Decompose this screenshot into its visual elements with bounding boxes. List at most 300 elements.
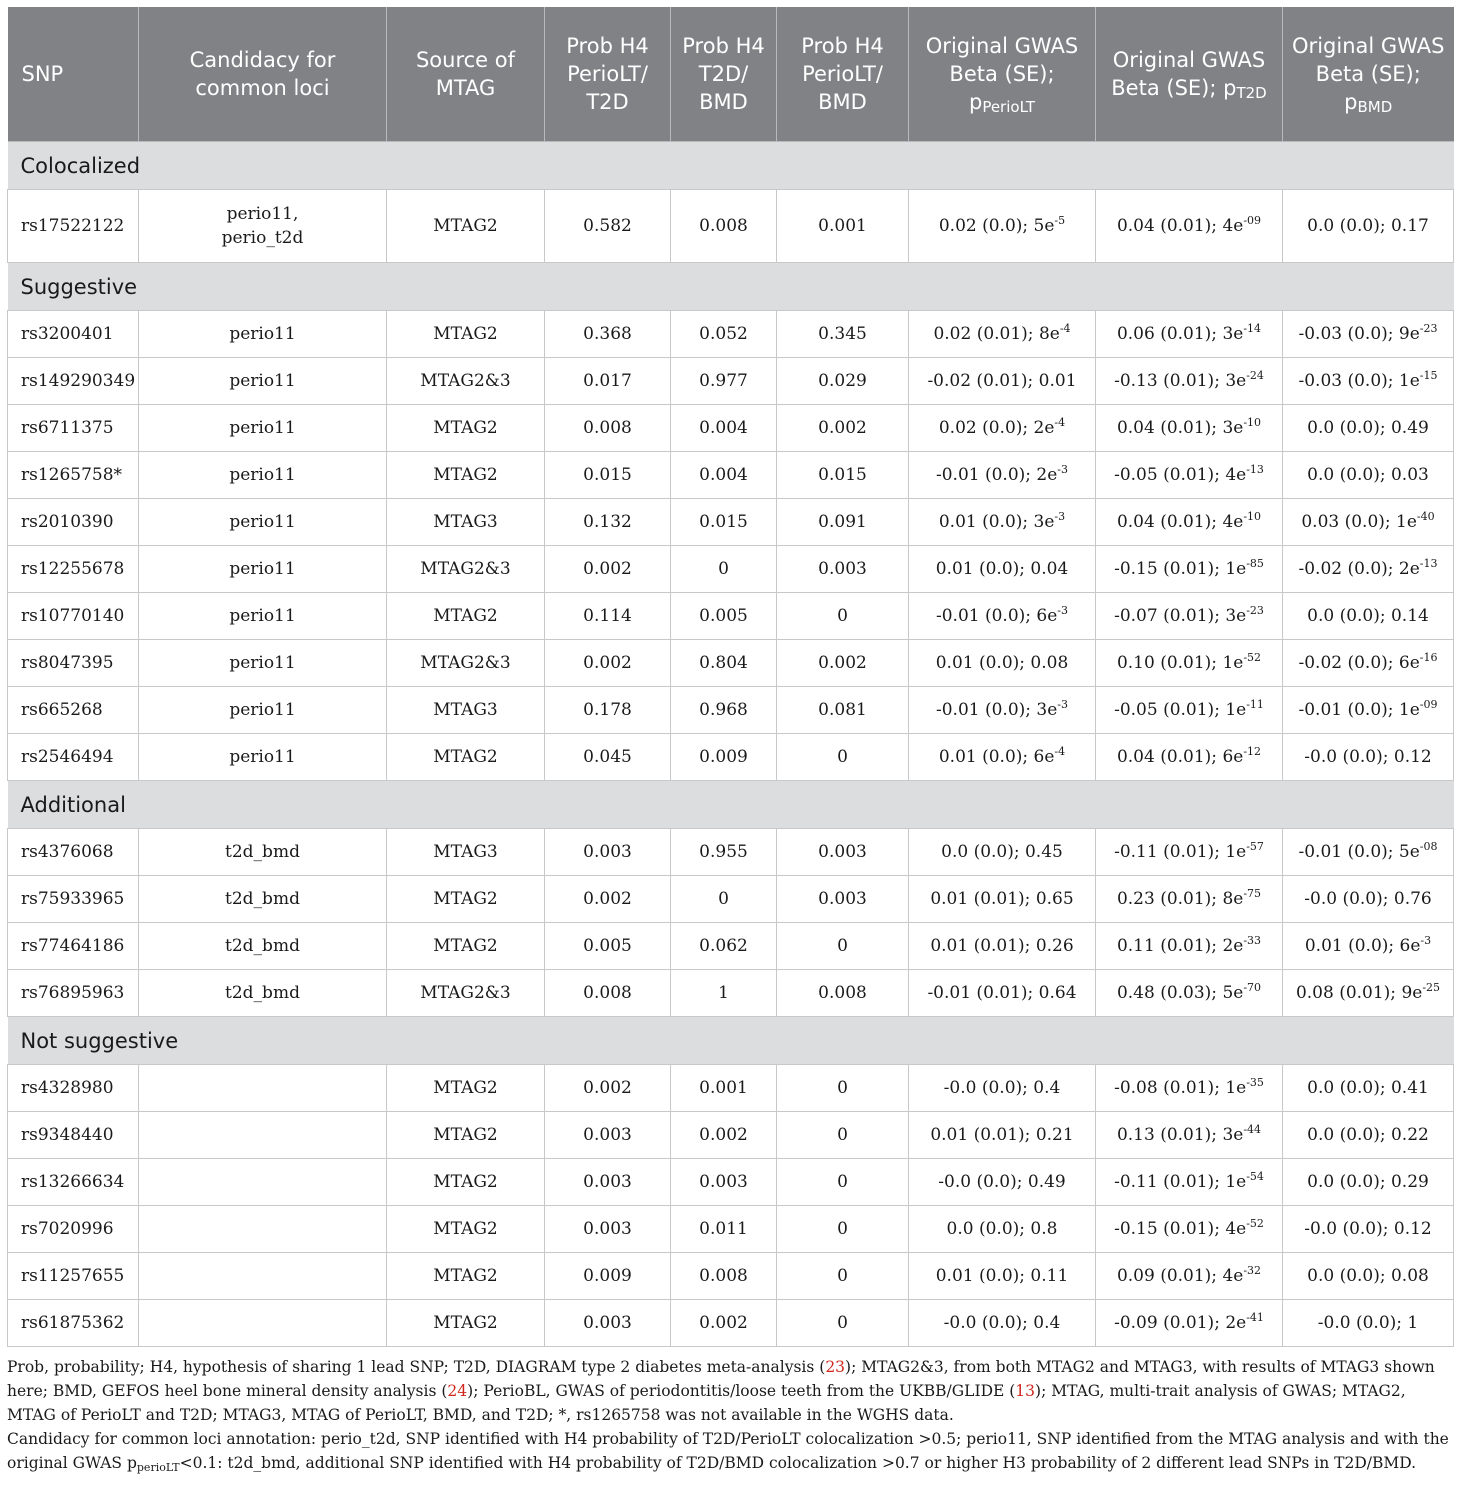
gwas-periolt-cell	[909, 829, 1096, 876]
gwas-exponent: -33	[1243, 934, 1262, 947]
gwas-periolt-cell	[909, 970, 1096, 1017]
gwas-value: 0.08 (0.01); 9e	[1295, 983, 1423, 1003]
prob-h4-periolt-t2d-cell: 0.009	[545, 1253, 671, 1300]
gwas-exponent: -3	[1054, 510, 1066, 523]
gwas-value: 0.09 (0.01); 4e	[1116, 1266, 1244, 1286]
gwas-value: 0.01 (0.0); 6e	[938, 747, 1055, 767]
candidacy-cell	[139, 876, 387, 923]
prob-h4-t2d-bmd-cell: 0.052	[671, 311, 777, 358]
gwas-t2d-cell	[1096, 640, 1283, 687]
snp-cell: rs12255678	[8, 546, 139, 593]
gwas-value: 0.11 (0.01); 2e	[1116, 936, 1244, 956]
table-row	[8, 1253, 1454, 1300]
snp-cell: rs77464186	[8, 923, 139, 970]
source-cell: MTAG3	[387, 687, 545, 734]
section-row	[8, 781, 1454, 829]
prob-h4-periolt-t2d-cell: 0.114	[545, 593, 671, 640]
gwas-value: -0.03 (0.0); 1e	[1298, 371, 1420, 391]
table-row	[8, 190, 1454, 263]
source-cell: MTAG2&3	[387, 640, 545, 687]
prob-h4-periolt-t2d-cell: 0.003	[545, 829, 671, 876]
gwas-periolt-cell	[909, 311, 1096, 358]
prob-h4-periolt-t2d-cell: 0.003	[545, 1159, 671, 1206]
gwas-periolt-cell	[909, 923, 1096, 970]
gwas-value: 0.13 (0.01); 3e	[1116, 1125, 1244, 1145]
candidacy-cell	[139, 358, 387, 405]
gwas-t2d-cell	[1096, 1253, 1283, 1300]
gwas-t2d-cell	[1096, 190, 1283, 263]
gwas-t2d-cell	[1096, 452, 1283, 499]
gwas-periolt-cell	[909, 1065, 1096, 1112]
table-row	[8, 923, 1454, 970]
header-gwas-periolt: Original GWAS Beta (SE); $p_{PerioLT}$	[909, 7, 1096, 142]
prob-h4-periolt-bmd-cell: 0	[777, 923, 909, 970]
gwas-exponent: -08	[1419, 840, 1438, 853]
gwas-exponent: -25	[1422, 981, 1441, 994]
gwas-value: 0.0 (0.0); 0.45	[941, 842, 1063, 862]
header-row	[8, 7, 1454, 142]
prob-h4-t2d-bmd-cell: 0.005	[671, 593, 777, 640]
prob-h4-periolt-t2d-cell: 0.005	[545, 923, 671, 970]
prob-h4-t2d-bmd-cell: 0.004	[671, 452, 777, 499]
source-cell: MTAG2	[387, 1112, 545, 1159]
section-row	[8, 263, 1454, 311]
gwas-bmd-cell	[1283, 499, 1454, 546]
snp-cell: rs4328980	[8, 1065, 139, 1112]
snp-cell: rs665268	[8, 687, 139, 734]
gwas-value: 0.01 (0.0); 0.04	[935, 559, 1069, 579]
gwas-periolt-cell	[909, 687, 1096, 734]
gwas-value: -0.01 (0.0); 1e	[1298, 700, 1420, 720]
source-cell: MTAG2	[387, 1206, 545, 1253]
prob-h4-t2d-bmd-cell: 0.003	[671, 1159, 777, 1206]
gwas-value: -0.15 (0.01); 1e	[1114, 559, 1247, 579]
gwas-exponent: -3	[1057, 698, 1069, 711]
prob-h4-periolt-bmd-cell: 0.002	[777, 640, 909, 687]
candidacy-text: t2d_bmd	[225, 842, 300, 862]
table-row	[8, 687, 1454, 734]
snp-cell: rs3200401	[8, 311, 139, 358]
gwas-exponent: -44	[1243, 1123, 1262, 1136]
gwas-value: 0.04 (0.01); 6e	[1116, 747, 1244, 767]
candidacy-cell	[139, 687, 387, 734]
candidacy-text: perio11	[229, 653, 296, 673]
gwas-periolt-cell	[909, 452, 1096, 499]
gwas-bmd-cell	[1283, 734, 1454, 781]
snp-cell: rs1265758*	[8, 452, 139, 499]
candidacy-cell	[139, 1300, 387, 1347]
prob-h4-periolt-t2d-cell: 0.045	[545, 734, 671, 781]
gwas-value: -0.15 (0.01); 4e	[1114, 1219, 1247, 1239]
candidacy-text: perio11	[229, 418, 296, 438]
snp-cell: rs13266634	[8, 1159, 139, 1206]
table-row	[8, 311, 1454, 358]
gwas-exponent: -75	[1243, 887, 1262, 900]
prob-h4-t2d-bmd-cell: 0	[671, 546, 777, 593]
candidacy-text: perio11	[229, 465, 296, 485]
prob-h4-periolt-bmd-cell: 0.008	[777, 970, 909, 1017]
prob-h4-t2d-bmd-cell: 0.004	[671, 405, 777, 452]
gwas-bmd-cell	[1283, 593, 1454, 640]
prob-h4-periolt-t2d-cell: 0.003	[545, 1300, 671, 1347]
gwas-bmd-cell	[1283, 311, 1454, 358]
gwas-value: 0.01 (0.01); 0.26	[930, 936, 1074, 956]
gwas-value: -0.05 (0.01); 1e	[1114, 700, 1247, 720]
prob-h4-t2d-bmd-cell: 0.011	[671, 1206, 777, 1253]
gwas-t2d-cell	[1096, 358, 1283, 405]
gwas-value: 0.01 (0.01); 0.65	[930, 889, 1074, 909]
prob-h4-periolt-t2d-cell: 0.002	[545, 546, 671, 593]
gwas-value: 0.0 (0.0); 0.14	[1307, 606, 1429, 626]
prob-h4-periolt-t2d-cell: 0.002	[545, 876, 671, 923]
gwas-t2d-cell	[1096, 311, 1283, 358]
gwas-periolt-cell	[909, 593, 1096, 640]
prob-h4-periolt-bmd-cell: 0.003	[777, 829, 909, 876]
candidacy-text-2: perio_t2d	[221, 228, 304, 248]
gwas-value: -0.13 (0.01); 3e	[1114, 371, 1247, 391]
table-row	[8, 1300, 1454, 1347]
gwas-value: 0.0 (0.0); 0.29	[1307, 1172, 1429, 1192]
gwas-value: -0.0 (0.0); 0.4	[943, 1078, 1061, 1098]
prob-h4-periolt-bmd-cell: 0.091	[777, 499, 909, 546]
gwas-value: -0.0 (0.0); 0.4	[943, 1313, 1061, 1333]
prob-h4-periolt-bmd-cell: 0.345	[777, 311, 909, 358]
gwas-exponent: -4	[1059, 322, 1071, 335]
gwas-value: 0.02 (0.0); 5e	[938, 216, 1055, 236]
gwas-value: -0.0 (0.0); 0.12	[1304, 747, 1432, 767]
gwas-value: 0.02 (0.0); 2e	[938, 418, 1055, 438]
prob-h4-periolt-bmd-cell: 0	[777, 734, 909, 781]
prob-h4-t2d-bmd-cell: 0.968	[671, 687, 777, 734]
gwas-value: 0.04 (0.01); 4e	[1116, 216, 1244, 236]
table-row	[8, 593, 1454, 640]
gwas-t2d-cell	[1096, 1112, 1283, 1159]
candidacy-cell	[139, 1159, 387, 1206]
table-row	[8, 970, 1454, 1017]
gwas-t2d-cell	[1096, 1159, 1283, 1206]
prob-h4-periolt-bmd-cell: 0.015	[777, 452, 909, 499]
gwas-exponent: -15	[1419, 369, 1438, 382]
gwas-t2d-cell	[1096, 829, 1283, 876]
gwas-periolt-cell	[909, 1159, 1096, 1206]
section-title: Suggestive	[8, 263, 1454, 311]
gwas-bmd-cell	[1283, 923, 1454, 970]
candidacy-cell	[139, 923, 387, 970]
candidacy-text: perio11	[229, 747, 296, 767]
source-cell: MTAG2	[387, 1065, 545, 1112]
gwas-exponent: -09	[1243, 214, 1262, 227]
gwas-exponent: -23	[1419, 322, 1438, 335]
gwas-t2d-cell	[1096, 734, 1283, 781]
snp-cell: rs61875362	[8, 1300, 139, 1347]
table-row	[8, 1112, 1454, 1159]
prob-h4-periolt-t2d-cell: 0.008	[545, 405, 671, 452]
table-row	[8, 1159, 1454, 1206]
gwas-value: -0.09 (0.01); 2e	[1114, 1313, 1247, 1333]
prob-h4-periolt-t2d-cell: 0.582	[545, 190, 671, 263]
table-container	[7, 7, 1453, 1347]
candidacy-text: t2d_bmd	[225, 936, 300, 956]
candidacy-text: perio11	[229, 512, 296, 532]
candidacy-cell	[139, 405, 387, 452]
gwas-exponent: -13	[1246, 463, 1264, 476]
source-cell: MTAG2	[387, 923, 545, 970]
prob-h4-t2d-bmd-cell: 0.062	[671, 923, 777, 970]
candidacy-cell	[139, 190, 387, 263]
gwas-t2d-cell	[1096, 405, 1283, 452]
gwas-value: 0.48 (0.03); 5e	[1116, 983, 1244, 1003]
candidacy-cell	[139, 734, 387, 781]
section-row	[8, 142, 1454, 190]
gwas-exponent: -24	[1246, 369, 1264, 382]
reference-link[interactable]: 24	[447, 1382, 468, 1400]
prob-h4-t2d-bmd-cell: 0.008	[671, 1253, 777, 1300]
header-h4-t2d-bmd: Prob H4 T2D/ BMD	[671, 7, 777, 142]
gwas-value: -0.07 (0.01); 3e	[1114, 606, 1247, 626]
candidacy-text: t2d_bmd	[225, 983, 300, 1003]
gwas-value: -0.03 (0.0); 9e	[1298, 324, 1420, 344]
prob-h4-periolt-t2d-cell: 0.002	[545, 640, 671, 687]
header-source: Source of MTAG	[387, 7, 545, 142]
gwas-value: -0.01 (0.0); 2e	[935, 465, 1058, 485]
gwas-exponent: -3	[1420, 934, 1432, 947]
header-candidacy: Candidacy for common loci	[139, 7, 387, 142]
gwas-value: 0.10 (0.01); 1e	[1116, 653, 1244, 673]
header-h4-periolt-bmd: Prob H4 PerioLT/ BMD	[777, 7, 909, 142]
gwas-exponent: -5	[1054, 214, 1066, 227]
candidacy-text: perio11	[229, 559, 296, 579]
gwas-bmd-cell	[1283, 1206, 1454, 1253]
gwas-bmd-cell	[1283, 1159, 1454, 1206]
gwas-exponent: -35	[1246, 1076, 1264, 1089]
source-cell: MTAG2	[387, 405, 545, 452]
gwas-t2d-cell	[1096, 499, 1283, 546]
table-row	[8, 452, 1454, 499]
prob-h4-periolt-t2d-cell: 0.368	[545, 311, 671, 358]
snp-cell: rs6711375	[8, 405, 139, 452]
snp-cell: rs149290349	[8, 358, 139, 405]
candidacy-cell	[139, 499, 387, 546]
gwas-value: -0.08 (0.01); 1e	[1114, 1078, 1247, 1098]
prob-h4-periolt-bmd-cell: 0.029	[777, 358, 909, 405]
gwas-value: 0.0 (0.0); 0.8	[946, 1219, 1058, 1239]
prob-h4-t2d-bmd-cell: 0.955	[671, 829, 777, 876]
candidacy-cell	[139, 593, 387, 640]
gwas-value: 0.03 (0.0); 1e	[1301, 512, 1417, 532]
source-cell: MTAG3	[387, 499, 545, 546]
reference-link[interactable]: 13	[1015, 1382, 1036, 1400]
gwas-value: 0.01 (0.0); 3e	[938, 512, 1055, 532]
prob-h4-periolt-t2d-cell: 0.017	[545, 358, 671, 405]
footnote-candidacy: Candidacy for common loci annotation: perio_t2d, SNP identified with H4 probability of T2D/PerioLT colocalization >0.5; perio11, SNP identified from the MTAG analysis and with the original GWAS $p_{perioLT}<0.1$: t2d_bmd, additional SNP identified with H4 probability of T2D/BMD colocalization >0.7 or higher H3 probability of 2 different lead SNPs in T2D/BMD.	[7, 1430, 1449, 1474]
candidacy-text: perio11,	[226, 204, 299, 224]
source-cell: MTAG2	[387, 876, 545, 923]
gwas-t2d-cell	[1096, 1065, 1283, 1112]
snp-cell: rs9348440	[8, 1112, 139, 1159]
gwas-exponent: -52	[1246, 1217, 1264, 1230]
prob-h4-t2d-bmd-cell: 0.001	[671, 1065, 777, 1112]
prob-h4-periolt-bmd-cell: 0	[777, 1206, 909, 1253]
gwas-periolt-cell	[909, 876, 1096, 923]
prob-h4-t2d-bmd-cell: 0	[671, 876, 777, 923]
gwas-t2d-cell	[1096, 1300, 1283, 1347]
gwas-exponent: -13	[1419, 557, 1438, 570]
table-body	[8, 142, 1454, 1347]
source-cell: MTAG2	[387, 190, 545, 263]
gwas-periolt-cell	[909, 1112, 1096, 1159]
prob-h4-t2d-bmd-cell: 1	[671, 970, 777, 1017]
gwas-exponent: -14	[1243, 322, 1262, 335]
candidacy-cell	[139, 311, 387, 358]
gwas-bmd-cell	[1283, 1253, 1454, 1300]
snp-cell: rs2546494	[8, 734, 139, 781]
gwas-value: -0.02 (0.01); 0.01	[927, 371, 1077, 391]
gwas-value: 0.01 (0.0); 6e	[1304, 936, 1421, 956]
table-row	[8, 1065, 1454, 1112]
gwas-value: 0.0 (0.0); 0.41	[1307, 1078, 1429, 1098]
table-row	[8, 405, 1454, 452]
prob-h4-periolt-bmd-cell: 0.081	[777, 687, 909, 734]
gwas-exponent: -4	[1054, 745, 1066, 758]
source-cell: MTAG2&3	[387, 358, 545, 405]
gwas-t2d-cell	[1096, 593, 1283, 640]
gwas-exponent: -11	[1246, 698, 1264, 711]
prob-h4-periolt-t2d-cell: 0.015	[545, 452, 671, 499]
gwas-bmd-cell	[1283, 640, 1454, 687]
source-cell: MTAG2	[387, 734, 545, 781]
table-row	[8, 734, 1454, 781]
footnote-abbreviations: Prob, probability; H4, hypothesis of sharing 1 lead SNP; T2D, DIAGRAM type 2 diabetes meta-analysis (23); MTAG2&3, from both MTAG2 and MTAG3, with results of MTAG3 shown here; BMD, GEFOS heel bone mineral density analysis (24); PerioBL, GWAS of periodontitis/loose teeth from the UKBB/GLIDE (13); MTAG, multi-trait analysis of GWAS; MTAG2, MTAG of PerioLT and T2D; MTAG3, MTAG of PerioLT, BMD, and T2D; *, rs1265758 was not available in the WGHS data.	[7, 1358, 1435, 1424]
candidacy-cell	[139, 452, 387, 499]
prob-h4-periolt-t2d-cell: 0.002	[545, 1065, 671, 1112]
prob-h4-periolt-bmd-cell: 0	[777, 1112, 909, 1159]
gwas-value: 0.0 (0.0); 0.03	[1307, 465, 1429, 485]
header-h4-periolt-t2d: Prob H4 PerioLT/ T2D	[545, 7, 671, 142]
gwas-value: 0.01 (0.0); 0.08	[935, 653, 1069, 673]
gwas-bmd-cell	[1283, 405, 1454, 452]
table-row	[8, 499, 1454, 546]
prob-h4-t2d-bmd-cell: 0.002	[671, 1300, 777, 1347]
gwas-exponent: -32	[1243, 1264, 1262, 1277]
gwas-t2d-cell	[1096, 923, 1283, 970]
snp-cell: rs17522122	[8, 190, 139, 263]
prob-h4-periolt-t2d-cell: 0.003	[545, 1112, 671, 1159]
section-title: Colocalized	[8, 142, 1454, 190]
gwas-value: 0.0 (0.0); 0.22	[1307, 1125, 1429, 1145]
gwas-exponent: -85	[1246, 557, 1264, 570]
prob-h4-t2d-bmd-cell: 0.008	[671, 190, 777, 263]
candidacy-cell	[139, 970, 387, 1017]
table-row	[8, 546, 1454, 593]
gwas-value: -0.01 (0.0); 3e	[935, 700, 1058, 720]
table-row	[8, 640, 1454, 687]
header-snp: SNP	[8, 7, 139, 142]
gwas-exponent: -40	[1416, 510, 1435, 523]
gwas-value: -0.05 (0.01); 4e	[1114, 465, 1247, 485]
gwas-periolt-cell	[909, 1300, 1096, 1347]
snp-cell: rs76895963	[8, 970, 139, 1017]
section-row	[8, 1017, 1454, 1065]
candidacy-text: perio11	[229, 700, 296, 720]
gwas-value: -0.01 (0.0); 5e	[1298, 842, 1420, 862]
snp-cell: rs8047395	[8, 640, 139, 687]
gwas-periolt-cell	[909, 734, 1096, 781]
source-cell: MTAG2	[387, 452, 545, 499]
snp-cell: rs10770140	[8, 593, 139, 640]
gwas-value: 0.0 (0.0); 0.17	[1307, 216, 1429, 236]
gwas-exponent: -10	[1243, 510, 1262, 523]
prob-h4-periolt-bmd-cell: 0	[777, 1253, 909, 1300]
gwas-periolt-cell	[909, 546, 1096, 593]
gwas-bmd-cell	[1283, 687, 1454, 734]
gwas-exponent: -70	[1243, 981, 1262, 994]
gwas-bmd-cell	[1283, 829, 1454, 876]
prob-h4-periolt-t2d-cell: 0.003	[545, 1206, 671, 1253]
gwas-bmd-cell	[1283, 970, 1454, 1017]
snp-cell: rs7020996	[8, 1206, 139, 1253]
gwas-t2d-cell	[1096, 876, 1283, 923]
source-cell: MTAG2	[387, 311, 545, 358]
reference-link[interactable]: 23	[825, 1358, 846, 1376]
gwas-periolt-cell	[909, 405, 1096, 452]
header-gwas-t2d: Original GWAS Beta (SE); $p_{T2D}$	[1096, 7, 1283, 142]
gwas-bmd-cell	[1283, 358, 1454, 405]
gwas-t2d-cell	[1096, 1206, 1283, 1253]
gwas-value: -0.11 (0.01); 1e	[1114, 842, 1247, 862]
gwas-bmd-cell	[1283, 1112, 1454, 1159]
gwas-value: 0.0 (0.0); 0.49	[1307, 418, 1429, 438]
gwas-t2d-cell	[1096, 546, 1283, 593]
candidacy-cell	[139, 546, 387, 593]
section-title: Additional	[8, 781, 1454, 829]
candidacy-text: perio11	[229, 371, 296, 391]
candidacy-cell	[139, 829, 387, 876]
prob-h4-periolt-bmd-cell: 0.003	[777, 876, 909, 923]
gwas-t2d-cell	[1096, 970, 1283, 1017]
prob-h4-t2d-bmd-cell: 0.009	[671, 734, 777, 781]
gwas-value: 0.23 (0.01); 8e	[1116, 889, 1244, 909]
gwas-value: 0.0 (0.0); 0.08	[1307, 1266, 1429, 1286]
gwas-value: 0.06 (0.01); 3e	[1116, 324, 1244, 344]
gwas-value: -0.01 (0.01); 0.64	[927, 983, 1077, 1003]
gwas-exponent: -09	[1419, 698, 1438, 711]
header-gwas-bmd: Original GWAS Beta (SE); $p_{BMD}$	[1283, 7, 1454, 142]
table-row	[8, 1206, 1454, 1253]
gwas-periolt-cell	[909, 190, 1096, 263]
gwas-value: 0.01 (0.01); 0.21	[930, 1125, 1074, 1145]
gwas-value: -0.01 (0.0); 6e	[935, 606, 1058, 626]
gwas-exponent: -3	[1057, 463, 1069, 476]
gwas-value: 0.02 (0.01); 8e	[933, 324, 1060, 344]
prob-h4-periolt-bmd-cell: 0.002	[777, 405, 909, 452]
prob-h4-t2d-bmd-cell: 0.977	[671, 358, 777, 405]
gwas-bmd-cell	[1283, 1300, 1454, 1347]
gwas-value: 0.04 (0.01); 3e	[1116, 418, 1244, 438]
snp-cell: rs4376068	[8, 829, 139, 876]
gwas-bmd-cell	[1283, 452, 1454, 499]
candidacy-text: perio11	[229, 606, 296, 626]
candidacy-cell	[139, 1206, 387, 1253]
prob-h4-periolt-bmd-cell: 0	[777, 1065, 909, 1112]
prob-h4-periolt-t2d-cell: 0.132	[545, 499, 671, 546]
prob-h4-periolt-t2d-cell: 0.008	[545, 970, 671, 1017]
source-cell: MTAG2&3	[387, 970, 545, 1017]
source-cell: MTAG2	[387, 593, 545, 640]
gwas-value: -0.0 (0.0); 1	[1317, 1313, 1419, 1333]
gwas-value: -0.02 (0.0); 6e	[1298, 653, 1420, 673]
gwas-bmd-cell	[1283, 1065, 1454, 1112]
gwas-exponent: -54	[1246, 1170, 1264, 1183]
